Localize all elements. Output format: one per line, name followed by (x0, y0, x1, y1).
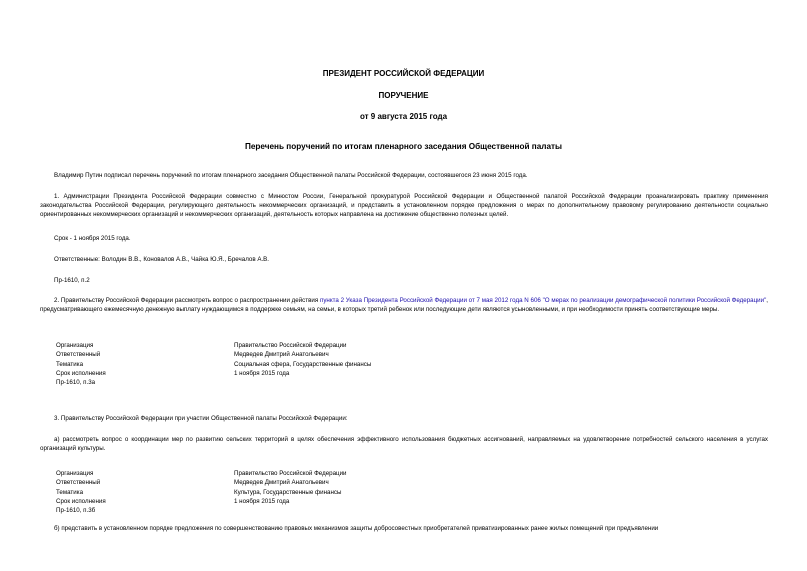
item-2-paragraph (40, 296, 768, 314)
details-value: Социальная сфера, Государственные финансы (234, 360, 372, 368)
details-row (40, 378, 440, 387)
details-value: Правительство Российской Федерации (234, 470, 347, 477)
intro-paragraph: Владимир Путин подписал перечень поручений по итогам пленарного заседания Общественной палаты Российской Федерации, состоявшегося 23 июня 2015 года. (54, 172, 528, 179)
item-1-deadline: Срок - 1 ноября 2015 года. (54, 235, 131, 242)
details-row (40, 369, 440, 378)
item-2-text-before: 2. Правительству Российской Федерации рассмотреть вопрос о распространении действия (54, 297, 320, 304)
details-label: Организация (56, 342, 94, 349)
document-issuer: ПРЕЗИДЕНТ РОССИЙСКОЙ ФЕДЕРАЦИИ (322, 69, 485, 78)
details-value: Правительство Российской Федерации (234, 342, 347, 349)
item-2-text-after: , предусматривающего ежемесячную денежную выплату нуждающимся в поддержке семьям, на семьи, в которых третий ребенок или последующие дети являются усыновленными, и при необходимости принять соответствующие меры. (40, 297, 769, 313)
details-value: 1 ноября 2015 года (234, 369, 290, 377)
details-label: Тематика (56, 488, 84, 496)
details-row (40, 341, 440, 350)
item-3a-details-table (40, 469, 440, 515)
details-row (40, 469, 440, 478)
details-reference: Пр-1610, п.3а (56, 379, 96, 387)
details-row (40, 497, 440, 506)
details-row (40, 478, 440, 487)
details-row (40, 350, 440, 359)
details-value: 1 ноября 2015 года (234, 497, 290, 505)
item-2-details-table (40, 341, 440, 387)
details-row (40, 360, 440, 369)
decree-606-link[interactable]: пункта 2 Указа Президента Российской Федерации от 7 мая 2012 года N 606 "О мерах по реализации демографической политики Российской Федерации" (319, 297, 767, 304)
item-3a-paragraph: а) рассмотреть вопрос о координации мер по развитию сельских территорий в целях обеспечения эффективного использования бюджетных ассигнований, направляемых на удовлетворение потребностей сельского населения в услугах организаций культуры. (40, 436, 768, 452)
details-value: Культура, Государственные финансы (234, 488, 342, 496)
details-label: Организация (56, 470, 94, 477)
details-value: Медведев Дмитрий Анатольевич (234, 351, 329, 359)
details-row (40, 506, 440, 515)
item-1-responsible: Ответственные: Володин В.В., Коновалов А.В., Чайка Ю.Я., Бречалов А.В. (54, 256, 270, 263)
details-reference: Пр-1610, п.3б (56, 507, 96, 515)
item-1-reference: Пр-1610, п.2 (54, 277, 90, 284)
details-value: Медведев Дмитрий Анатольевич (234, 479, 329, 487)
details-label: Срок исполнения (56, 497, 106, 505)
details-label: Ответственный (56, 351, 101, 359)
details-label: Тематика (56, 360, 84, 368)
document-date: от 9 августа 2015 года (359, 112, 448, 121)
item-3b-paragraph: б) представить в установленном порядке предложения по совершенствованию правовых механизмов защиты добросовестных приобретателей приватизированных ранее жилых помещений при предъявлении (54, 525, 659, 532)
item-1-paragraph: 1. Администрации Президента Российской Федерации совместно с Минюстом России, Генеральной прокуратурой Российской Федерации и Общественной палатой Российской Федерации проанализировать практику применения законодательства Российской Федерации, регулирующего деятельность некоммерческих организаций, и представить в установленном порядке предложения о мерах по дополнительному правовому регулированию деятельности социально ориентированных некоммерческих организаций и некоммерческих организаций, деятельность которых направлена на достижение общественно полезных целей. (40, 193, 768, 218)
details-label: Ответственный (56, 479, 101, 487)
document-type: ПОРУЧЕНИЕ (378, 91, 429, 100)
document-subject: Перечень поручений по итогам пленарного заседания Общественной палаты (244, 142, 563, 151)
item-3-paragraph: 3. Правительству Российской Федерации при участии Общественной палаты Российской Федерации: (54, 415, 348, 422)
details-label: Срок исполнения (56, 369, 106, 377)
details-row (40, 488, 440, 497)
